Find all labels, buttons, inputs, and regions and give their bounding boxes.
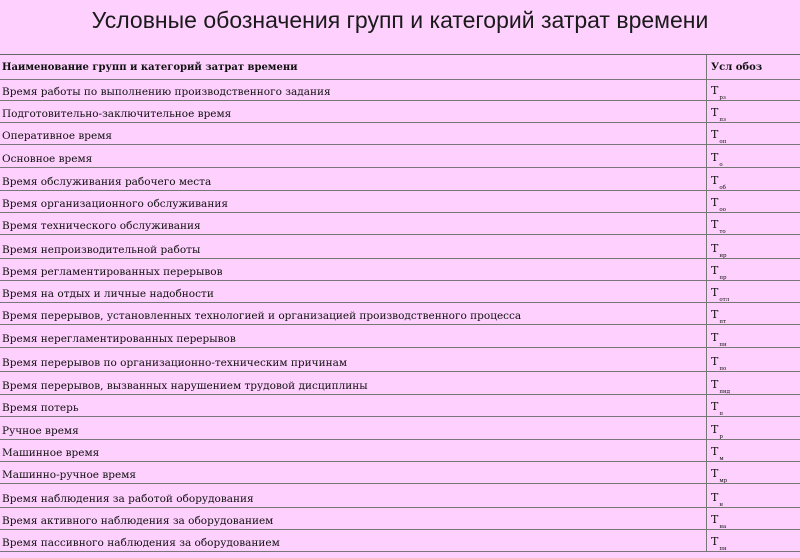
- row-name: Ручное время: [0, 417, 707, 439]
- row-name: Время потерь: [0, 395, 707, 416]
- table-row: [0, 484, 800, 508]
- symbol-subscript: нр: [719, 253, 727, 259]
- row-name: Основное время: [0, 145, 707, 167]
- row-symbol: [707, 123, 800, 144]
- row-name: Время регламентированных перерывов: [0, 259, 707, 280]
- row-symbol: [707, 259, 800, 280]
- symbol-letter: Т: [711, 84, 719, 97]
- row-symbol: [707, 372, 800, 394]
- row-symbol: [707, 145, 800, 167]
- row-symbol: [707, 191, 800, 212]
- symbol-letter: Т: [711, 128, 719, 141]
- row-name: Время активного наблюдения за оборудованием: [0, 508, 707, 529]
- row-name: Время технического обслуживания: [0, 213, 707, 234]
- table-row: [0, 325, 800, 348]
- symbol-subscript: оо: [719, 207, 726, 213]
- table-row: [0, 281, 800, 303]
- symbol-letter: Т: [711, 264, 719, 277]
- table-row: [0, 168, 800, 191]
- row-symbol: [707, 440, 800, 461]
- row-name: Машинное время: [0, 440, 707, 461]
- symbol-letter: Т: [711, 423, 719, 436]
- symbol-subscript: об: [719, 185, 726, 191]
- symbol-subscript: пз: [719, 117, 727, 123]
- symbol-letter: Т: [711, 445, 719, 458]
- table-row: [0, 101, 800, 123]
- row-name: Время на отдых и личные надобности: [0, 281, 707, 302]
- row-name: Подготовительно-заключительное время: [0, 101, 707, 122]
- row-name: Время обслуживания рабочего места: [0, 168, 707, 190]
- row-symbol: [707, 303, 800, 324]
- symbol-letter: Т: [711, 286, 719, 299]
- symbol-letter: Т: [711, 378, 719, 391]
- table-row: [0, 440, 800, 462]
- symbol-subscript: отл: [719, 297, 730, 303]
- symbol-subscript: рз: [719, 95, 726, 101]
- symbol-subscript: пн: [719, 546, 727, 552]
- table-row: [0, 259, 800, 281]
- row-symbol: [707, 235, 800, 258]
- symbol-subscript: по: [719, 366, 727, 372]
- row-symbol: [707, 395, 800, 416]
- table-row: [0, 395, 800, 417]
- symbol-letter: Т: [711, 535, 719, 548]
- table-row: [0, 145, 800, 168]
- row-name: Время перерывов, вызванных нарушением трудовой дисциплины: [0, 372, 707, 394]
- symbol-letter: Т: [711, 106, 719, 119]
- symbol-letter: Т: [711, 242, 719, 255]
- symbol-subscript: на: [719, 524, 727, 530]
- row-name: Время наблюдения за работой оборудования: [0, 484, 707, 507]
- table-row: [0, 530, 800, 552]
- table-row: [0, 462, 800, 484]
- table-row: [0, 191, 800, 213]
- row-symbol: [707, 80, 800, 100]
- row-name: Время пассивного наблюдения за оборудованием: [0, 530, 707, 551]
- row-name: Машинно-ручное время: [0, 462, 707, 483]
- row-symbol: [707, 281, 800, 302]
- table-row: [0, 80, 800, 101]
- row-name: Время перерывов, установленных технологией и организацией производственного процесса: [0, 303, 707, 324]
- row-symbol: [707, 325, 800, 347]
- row-name: Время организационного обслуживания: [0, 191, 707, 212]
- symbol-letter: Т: [711, 151, 719, 164]
- row-name: Оперативное время: [0, 123, 707, 144]
- symbol-subscript: пнд: [719, 389, 731, 395]
- symbol-letter: Т: [711, 491, 719, 504]
- table-header-row: [0, 55, 800, 80]
- row-symbol: [707, 484, 800, 507]
- row-name: Время работы по выполнению производственного задания: [0, 80, 707, 100]
- symbol-letter: Т: [711, 308, 719, 321]
- symbol-subscript: то: [719, 229, 726, 235]
- symbol-subscript: н: [719, 502, 724, 508]
- row-symbol: [707, 168, 800, 190]
- symbol-letter: Т: [711, 400, 719, 413]
- symbol-subscript: пт: [719, 319, 727, 325]
- symbol-subscript: пр: [719, 275, 727, 281]
- symbol-subscript: оп: [719, 139, 727, 145]
- table-row: [0, 348, 800, 372]
- row-name: Время нерегламентированных перерывов: [0, 325, 707, 347]
- row-symbol: [707, 462, 800, 483]
- symbol-letter: Т: [711, 355, 719, 368]
- row-symbol: [707, 508, 800, 529]
- symbol-letter: Т: [711, 218, 719, 231]
- symbol-letter: Т: [711, 513, 719, 526]
- symbol-subscript: пн: [719, 342, 727, 348]
- symbol-letter: Т: [711, 467, 719, 480]
- row-symbol: [707, 417, 800, 439]
- row-symbol: [707, 348, 800, 371]
- table-row: [0, 213, 800, 235]
- time-categories-table: [0, 54, 800, 552]
- symbol-subscript: р: [719, 434, 723, 440]
- symbol-subscript: о: [719, 162, 723, 168]
- page-title: Условные обозначения групп и категорий затрат времени: [91, 7, 709, 33]
- symbol-letter: Т: [711, 331, 719, 344]
- header-symbol: Усл обоз: [711, 62, 763, 73]
- table-row: [0, 235, 800, 259]
- table-row: [0, 372, 800, 395]
- symbol-subscript: мр: [719, 478, 728, 484]
- table-row: [0, 417, 800, 440]
- row-name: Время непроизводительной работы: [0, 235, 707, 258]
- table-row: [0, 303, 800, 325]
- table-row: [0, 508, 800, 530]
- row-symbol: [707, 213, 800, 234]
- symbol-subscript: м: [719, 456, 724, 462]
- row-symbol: [707, 101, 800, 122]
- row-name: Время перерывов по организационно-техническим причинам: [0, 348, 707, 371]
- symbol-letter: Т: [711, 196, 719, 209]
- symbol-subscript: п: [719, 411, 724, 417]
- header-name: Наименование групп и категорий затрат времени: [0, 55, 707, 79]
- symbol-letter: Т: [711, 174, 719, 187]
- row-symbol: [707, 530, 800, 551]
- table-row: [0, 123, 800, 145]
